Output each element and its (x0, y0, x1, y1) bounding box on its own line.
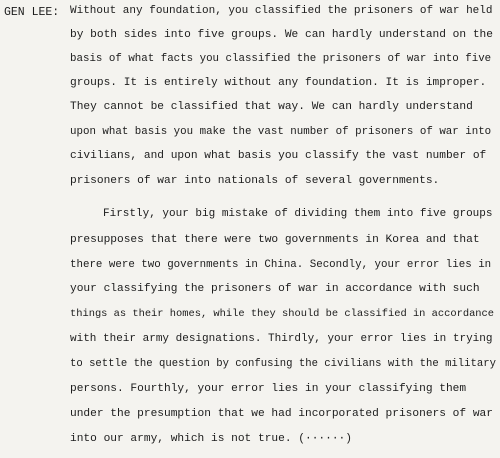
text-line: Without any foundation, you classified the prisoners of war held (70, 5, 493, 17)
text-line: by both sides into five groups. We can hardly understand on the (70, 29, 493, 41)
text-line: into our army, which is not true. (······) (70, 433, 352, 445)
text-line: They cannot be classified that way. We can hardly understand (70, 101, 473, 113)
text-line: civilians, and upon what basis you classify the vast number of (70, 150, 487, 162)
text-line: with their army designations. Thirdly, your error lies in trying (70, 333, 493, 345)
text-line: there were two governments in China. Secondly, your error lies in (70, 259, 492, 271)
text-line: persons. Fourthly, your error lies in your classifying them (70, 383, 467, 395)
text-line: your classifying the prisoners of war in accordance with such (70, 283, 480, 295)
text-line: to settle the question by confusing the civilians with the military (70, 358, 496, 370)
text-line: things as their homes, while they should be classified in accordance (70, 308, 495, 320)
text-line: prisoners of war into nationals of several governments. (70, 175, 440, 187)
text-line: under the presumption that we had incorporated prisoners of war (70, 408, 493, 420)
text-line: presupposes that there were two governments in Korea and that (70, 234, 480, 246)
text-line: upon what basis you make the vast number of prisoners of war into (70, 126, 492, 138)
text-line: Firstly, your big mistake of dividing them into five groups (70, 208, 493, 220)
speaker-label: GEN LEE: (4, 6, 60, 19)
text-line: basis of what facts you classified the prisoners of war into five (70, 53, 492, 65)
text-line: groups. It is entirely without any foundation. It is improper. (70, 77, 487, 89)
